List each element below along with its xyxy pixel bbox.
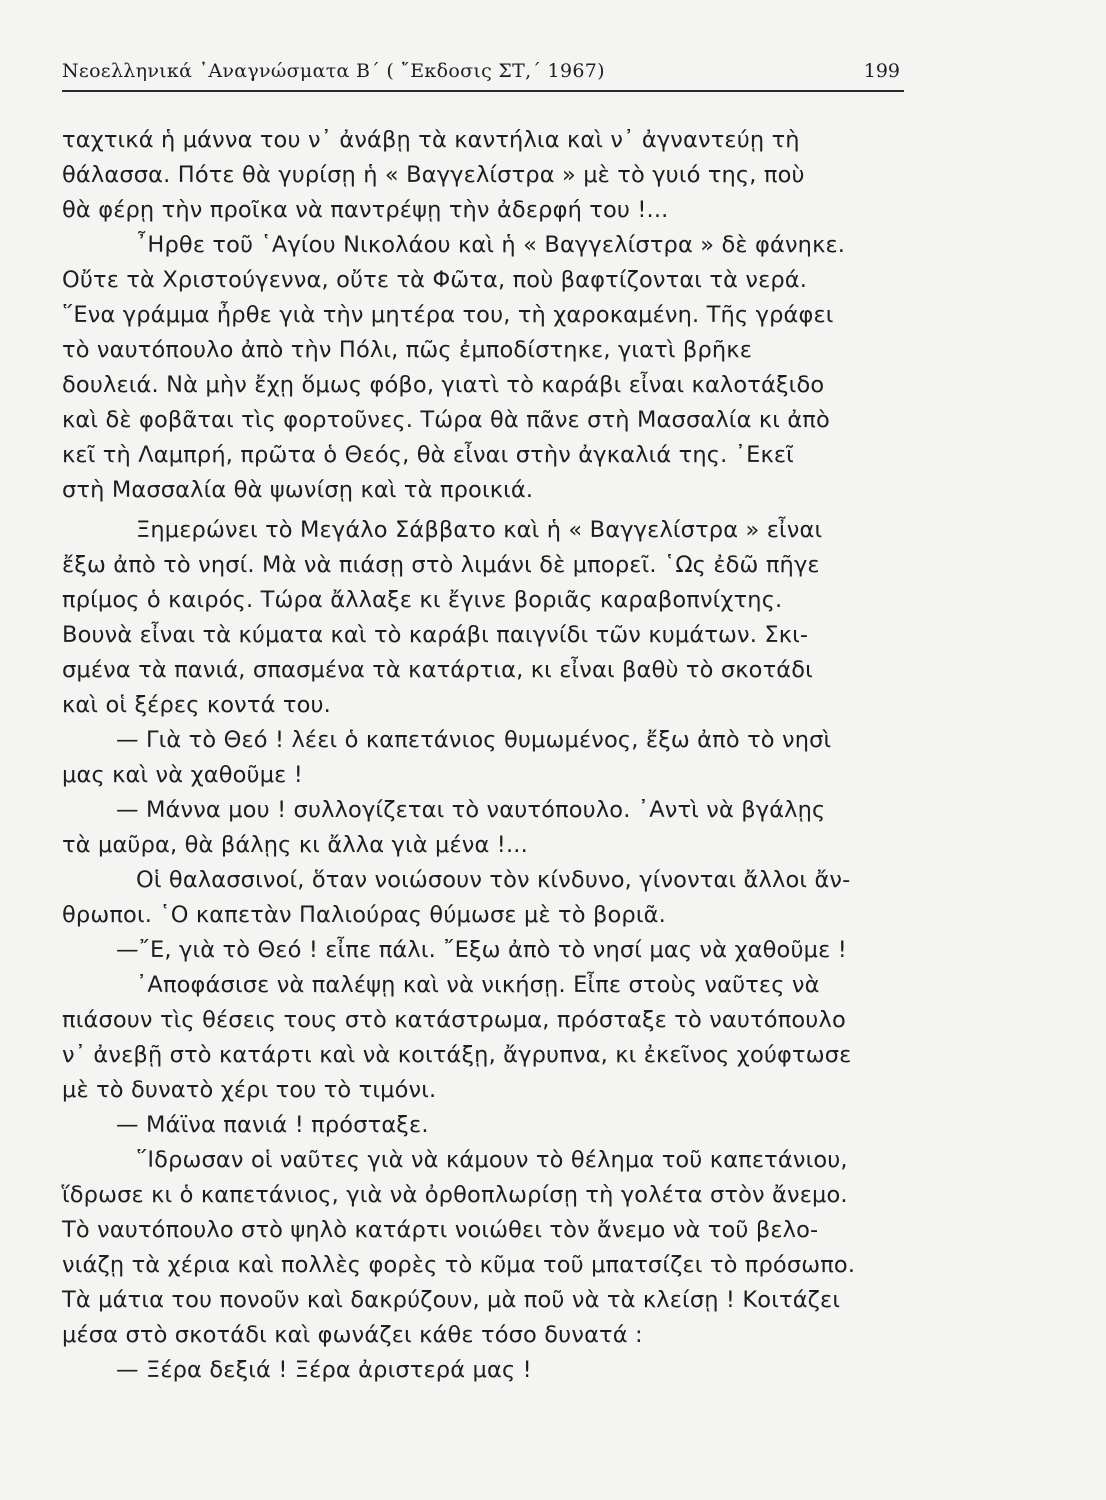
- text-line: τὸ ναυτόπουλο ἀπὸ τὴν Πόλι, πῶς ἐμποδίστηκε, γιατὶ βρῆκε: [62, 337, 753, 363]
- text-line: κεῖ τὴ Λαμπρή, πρῶτα ὁ Θεός, θὰ εἶναι στὴν ἀγκαλιά της. ᾿Εκεῖ: [62, 442, 794, 468]
- dialogue-line: — Γιὰ τὸ Θεό ! λέει ὁ καπετάνιος θυμωμένος, ἔξω ἀπὸ τὸ νησὶ: [116, 727, 832, 753]
- text-line: ῞Ενα γράμμα ἦρθε γιὰ τὴν μητέρα του, τὴ χαροκαμένη. Τῆς γράφει: [62, 302, 834, 328]
- text-line: Τὸ ναυτόπουλο στὸ ψηλὸ κατάρτι νοιώθει τὸν ἄνεμο νὰ τοῦ βελο-: [62, 1217, 819, 1243]
- text-line: Τὰ μάτια του πονοῦν καὶ δακρύζουν, μὰ ποῦ νὰ τὰ κλείσῃ ! Κοιτάζει: [62, 1287, 841, 1313]
- text-line: πρίμος ὁ καιρός. Τώρα ἄλλαξε κι ἔγινε βοριᾶς καραβοπνίχτης.: [62, 587, 783, 613]
- paragraph-start-line: Ξημερώνει τὸ Μεγάλο Σάββατο καὶ ἡ « Βαγγελίστρα » εἶναι: [136, 517, 823, 543]
- text-line: θάλασσα. Πότε θὰ γυρίσῃ ἡ « Βαγγελίστρα » μὲ τὸ γυιό της, ποὺ: [62, 162, 805, 188]
- dialogue-line: — Μάννα μου ! συλλογίζεται τὸ ναυτόπουλο. ᾿Αντὶ νὰ βγάλῃς: [116, 797, 826, 823]
- paragraph-start-line: ῏Ηρθε τοῦ ῾Αγίου Νικολάου καὶ ἡ « Βαγγελίστρα » δὲ φάνηκε.: [136, 232, 846, 258]
- text-line: τὰ μαῦρα, θὰ βάλῃς κι ἄλλα γιὰ μένα !...: [62, 832, 528, 858]
- text-line: Οὔτε τὰ Χριστούγεννα, οὔτε τὰ Φῶτα, ποὺ βαφτίζονται τὰ νερά.: [62, 267, 808, 293]
- text-line: πιάσουν τὶς θέσεις τους στὸ κατάστρωμα, πρόσταξε τὸ ναυτόπουλο: [62, 1007, 846, 1033]
- text-line: ἔξω ἀπὸ τὸ νησί. Μὰ νὰ πιάσῃ στὸ λιμάνι δὲ μπορεῖ. ῾Ως ἐδῶ πῆγε: [62, 552, 820, 578]
- text-line: νιάζῃ τὰ χέρια καὶ πολλὲς φορὲς τὸ κῦμα τοῦ μπατσίζει τὸ πρόσωπο.: [62, 1252, 856, 1278]
- text-line: δουλειά. Νὰ μὴν ἔχῃ ὅμως φόβο, γιατὶ τὸ καράβι εἶναι καλοτάξιδο: [62, 372, 825, 398]
- text-line: στὴ Μασσαλία θὰ ψωνίσῃ καὶ τὰ προικιά.: [62, 477, 534, 503]
- text-line: σμένα τὰ πανιά, σπασμένα τὰ κατάρτια, κι εἶναι βαθὺ τὸ σκοτάδι: [62, 657, 813, 683]
- dialogue-line: — Ξέρα δεξιά ! Ξέρα ἀριστερά μας !: [116, 1357, 532, 1383]
- dialogue-line: — Μάϊνα πανιά ! πρόσταξε.: [116, 1112, 429, 1138]
- text-line: μὲ τὸ δυνατὸ χέρι του τὸ τιμόνι.: [62, 1077, 437, 1103]
- text-line: Βουνὰ εἶναι τὰ κύματα καὶ τὸ καράβι παιγνίδι τῶν κυμάτων. Σκι-: [62, 622, 809, 648]
- text-line: καὶ οἱ ξέρες κοντά του.: [62, 692, 331, 718]
- text-line: ταχτικά ἡ μάννα του ν᾿ ἀνάβῃ τὰ καντήλια καὶ ν᾿ ἀγναντεύῃ τὴ: [62, 127, 800, 153]
- dialogue-line: —῎Ε, γιὰ τὸ Θεό ! εἶπε πάλι. ῎Εξω ἀπὸ τὸ νησί μας νὰ χαθοῦμε !: [116, 937, 847, 963]
- text-line: μας καὶ νὰ χαθοῦμε !: [62, 762, 303, 788]
- text-line: ἵδρωσε κι ὁ καπετάνιος, γιὰ νὰ ὀρθοπλωρίσῃ τὴ γολέτα στὸν ἄνεμο.: [62, 1182, 848, 1208]
- text-line: θρωποι. ῾Ο καπετὰν Παλιούρας θύμωσε μὲ τὸ βοριᾶ.: [62, 902, 666, 928]
- paragraph-start-line: ᾿Αποφάσισε νὰ παλέψῃ καὶ νὰ νικήσῃ. Εἶπε στοὺς ναῦτες νὰ: [136, 972, 820, 998]
- text-line: ν᾿ ἀνεβῇ στὸ κατάρτι καὶ νὰ κοιτάξῃ, ἄγρυπνα, κι ἐκεῖνος χούφτωσε: [62, 1042, 852, 1068]
- paragraph-start-line: Οἱ θαλασσινοί, ὅταν νοιώσουν τὸν κίνδυνο, γίνονται ἄλλοι ἄν-: [136, 867, 851, 893]
- page-number: 199: [863, 60, 900, 82]
- paragraph-start-line: ῞Ιδρωσαν οἱ ναῦτες γιὰ νὰ κάμουν τὸ θέλημα τοῦ καπετάνιου,: [136, 1147, 848, 1173]
- text-line: καὶ δὲ φοβᾶται τὶς φορτοῦνες. Τώρα θὰ πᾶνε στὴ Μασσαλία κι ἀπὸ: [62, 407, 830, 433]
- running-header: [62, 58, 904, 92]
- text-line: μέσα στὸ σκοτάδι καὶ φωνάζει κάθε τόσο δυνατά :: [62, 1322, 643, 1348]
- running-title: Νεοελληνικά ᾿Αναγνώσματα Β΄ ( ῎Εκδοσις ΣΤ,΄ 1967): [62, 60, 605, 82]
- text-line: θὰ φέρῃ τὴν προῖκα νὰ παντρέψῃ τὴν ἀδερφή του !...: [62, 197, 669, 223]
